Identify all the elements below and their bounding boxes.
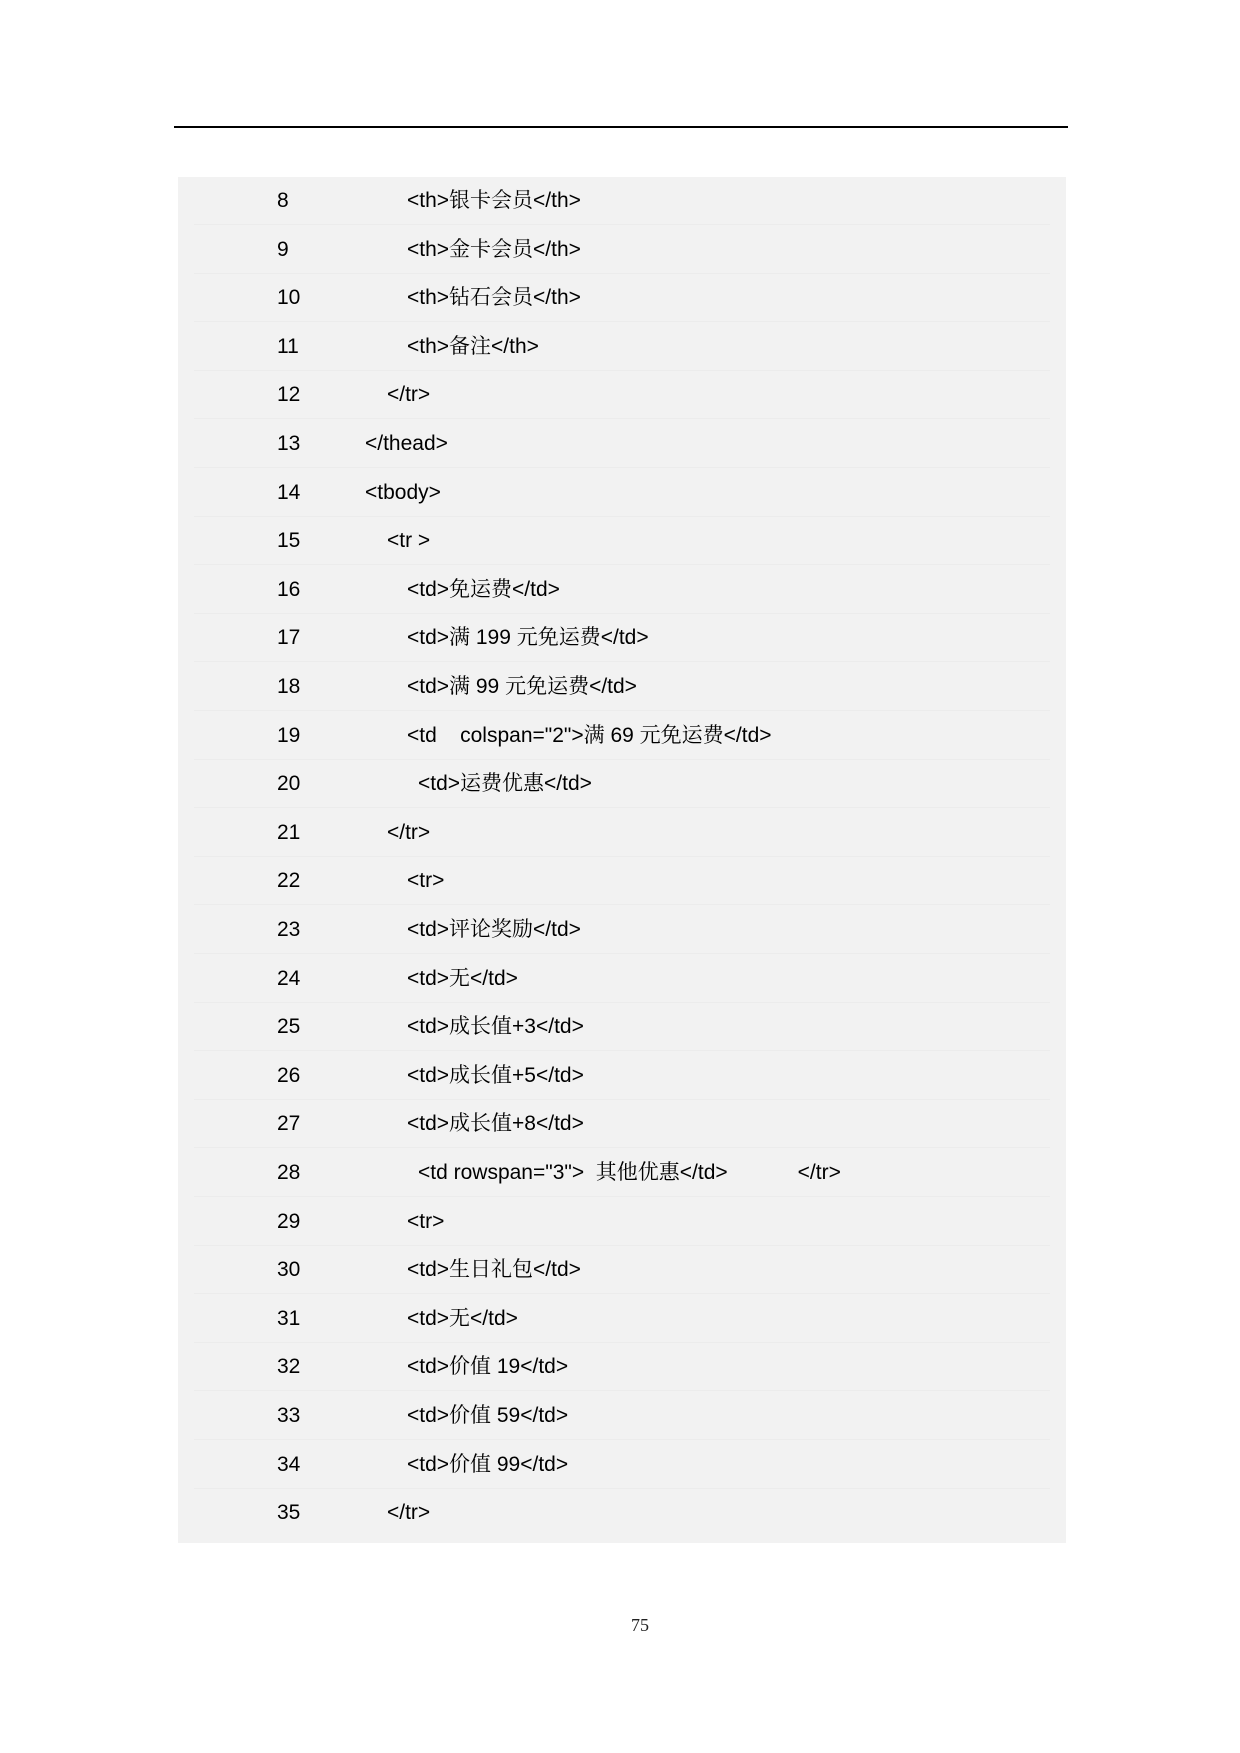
code-listing	[178, 177, 1066, 1543]
line-number: 28	[277, 1161, 301, 1184]
code-line	[178, 1003, 1066, 1051]
code-line	[178, 1052, 1066, 1100]
line-number: 14	[277, 480, 301, 504]
code-text: <th>钻石会员</th>	[407, 286, 581, 310]
code-text: </tr>	[387, 1501, 431, 1525]
page-number: 75	[631, 1615, 649, 1635]
code-line	[178, 955, 1066, 1003]
line-number: 30	[277, 1258, 301, 1282]
line-number: 29	[277, 1209, 301, 1233]
line-number: 24	[277, 966, 301, 990]
code-line	[178, 663, 1066, 711]
code-line	[178, 1392, 1066, 1440]
line-number: 33	[277, 1404, 301, 1427]
line-number: 20	[277, 772, 301, 796]
code-text: <td>成长值+3</td>	[407, 1015, 584, 1039]
code-text: <td>生日礼包</td>	[407, 1258, 581, 1282]
code-text: <tbody>	[365, 480, 441, 504]
code-line	[178, 614, 1066, 662]
code-line	[178, 323, 1066, 371]
code-line	[178, 1343, 1066, 1391]
code-text: <td>运费优惠</td>	[418, 772, 592, 796]
code-text: <td>满 99 元免运费</td>	[407, 675, 637, 698]
code-text: <th>金卡会员</th>	[407, 237, 581, 261]
code-line	[178, 1489, 1066, 1537]
line-number: 18	[277, 675, 301, 698]
code-line	[178, 1295, 1066, 1343]
code-text: <td>无</td>	[407, 1306, 518, 1330]
code-line	[178, 1149, 1066, 1197]
code-line	[178, 566, 1066, 614]
code-text: <td>成长值+5</td>	[407, 1063, 584, 1087]
code-text: <td>成长值+8</td>	[407, 1112, 584, 1136]
line-number: 23	[277, 918, 301, 941]
code-line	[178, 712, 1066, 760]
code-line	[178, 274, 1066, 322]
line-number: 26	[277, 1063, 301, 1087]
code-text: <td>无</td>	[407, 966, 518, 990]
code-line	[178, 371, 1066, 419]
line-number: 32	[277, 1355, 301, 1379]
code-text: <th>银卡会员</th>	[407, 189, 581, 212]
code-text: <td colspan="2">满 69 元免运费</td>	[407, 723, 772, 747]
code-text: <td>满 199 元免运费</td>	[407, 626, 649, 650]
code-line	[178, 1198, 1066, 1246]
code-line	[178, 906, 1066, 954]
line-number: 11	[277, 334, 299, 358]
code-text: <td>价值 19</td>	[407, 1355, 569, 1379]
code-text: <td>免运费</td>	[407, 577, 560, 601]
line-number: 31	[277, 1306, 301, 1330]
code-line	[178, 1100, 1066, 1148]
header-rule	[174, 126, 1068, 128]
code-text: </tr>	[387, 383, 431, 407]
line-number: 10	[277, 286, 301, 310]
code-text: </thead>	[365, 432, 448, 455]
line-number: 15	[277, 529, 301, 553]
line-number: 17	[277, 626, 301, 650]
code-text: <th>备注</th>	[407, 334, 539, 358]
line-number: 21	[277, 820, 301, 844]
line-number: 13	[277, 432, 301, 455]
code-text: <tr>	[407, 869, 445, 893]
code-text: <td>价值 99</td>	[407, 1452, 569, 1476]
line-number: 8	[277, 189, 289, 212]
code-text: <tr>	[407, 1209, 445, 1233]
code-line	[178, 517, 1066, 565]
code-text: </tr>	[387, 820, 431, 844]
line-number: 27	[277, 1112, 301, 1136]
code-line	[178, 1441, 1066, 1489]
code-line	[178, 760, 1066, 808]
code-line	[178, 1246, 1066, 1294]
line-number: 25	[277, 1015, 301, 1039]
code-line	[178, 857, 1066, 905]
line-number: 34	[277, 1452, 301, 1476]
line-number: 12	[277, 383, 301, 407]
code-line	[178, 226, 1066, 274]
line-number: 16	[277, 577, 301, 601]
line-number: 22	[277, 869, 301, 893]
code-text: <td>价值 59</td>	[407, 1404, 569, 1427]
code-text: <td rowspan="3"> 其他优惠</td> </tr>	[418, 1161, 841, 1184]
code-line	[178, 177, 1066, 225]
code-line	[178, 469, 1066, 517]
line-number: 35	[277, 1501, 301, 1525]
code-line	[178, 809, 1066, 857]
line-number: 9	[277, 237, 289, 261]
code-text: <td>评论奖励</td>	[407, 918, 581, 941]
code-text: <tr >	[387, 529, 431, 553]
code-line	[178, 420, 1066, 468]
line-number: 19	[277, 723, 301, 747]
